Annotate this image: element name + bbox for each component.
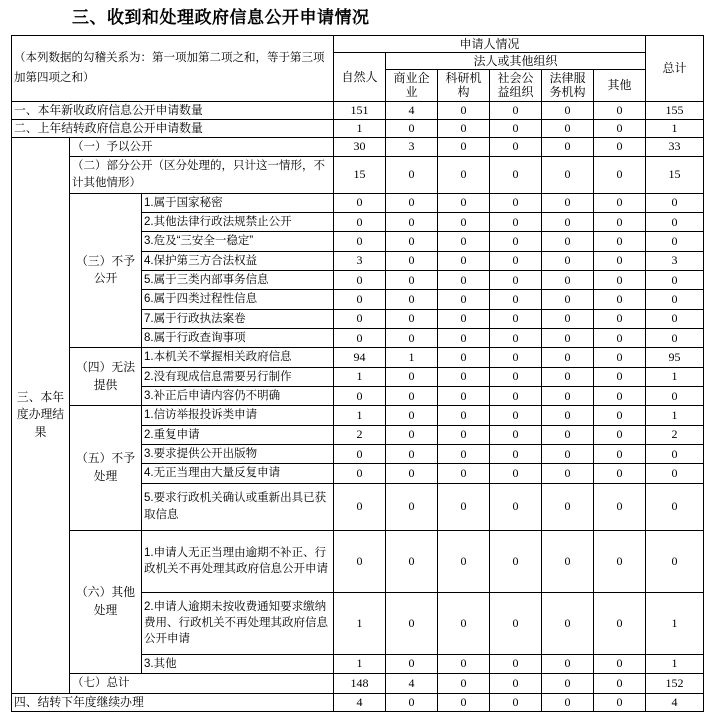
table-row [12, 673, 704, 693]
header-total: 总计 [646, 36, 704, 102]
group-label-not-disclosed: （三）不予公开 [70, 193, 142, 348]
cell-value: 3 [386, 137, 438, 157]
cell-value: 0 [438, 270, 490, 289]
cell-value: 1 [334, 654, 386, 673]
cell-value: 0 [438, 464, 490, 483]
cell-value: 0 [594, 444, 646, 463]
item-label: 3.要求提供公开出版物 [142, 444, 334, 463]
cell-value: 0 [438, 193, 490, 212]
cell-value: 0 [542, 212, 594, 231]
cell-value: 0 [542, 444, 594, 463]
cell-value: 0 [542, 673, 594, 693]
cell-value: 0 [386, 425, 438, 444]
item-label: 5.要求行政机关确认或重新出具已获取信息 [142, 483, 334, 530]
cell-value: 155 [646, 101, 704, 119]
cell-value: 0 [334, 464, 386, 483]
cell-value: 0 [542, 348, 594, 367]
group-label-partial-disclosure: （二）部分公开（区分处理的，只计这一情形，不计其他情形） [70, 157, 334, 193]
cell-value: 0 [594, 309, 646, 328]
cell-value: 0 [386, 386, 438, 405]
cell-value: 0 [542, 137, 594, 157]
cell-value: 0 [438, 530, 490, 592]
cell-value: 0 [438, 137, 490, 157]
cell-value: 0 [490, 444, 542, 463]
cell-value: 0 [594, 251, 646, 270]
group-label-subtotal: （七）总计 [70, 673, 334, 693]
cell-value: 0 [334, 270, 386, 289]
cell-value: 0 [542, 464, 594, 483]
group-label-disclosed: （一）予以公开 [70, 137, 334, 157]
cell-value: 0 [386, 232, 438, 251]
cell-value: 0 [490, 592, 542, 654]
cell-value: 0 [438, 212, 490, 231]
item-label: 1.信访举报投诉类申请 [142, 406, 334, 425]
cell-value: 0 [490, 309, 542, 328]
cell-value: 0 [594, 654, 646, 673]
cell-value: 0 [646, 290, 704, 309]
cell-value: 152 [646, 673, 704, 693]
cell-value: 0 [490, 212, 542, 231]
cell-value: 0 [386, 654, 438, 673]
cell-value: 1 [334, 592, 386, 654]
cell-value: 0 [542, 693, 594, 711]
cell-value: 0 [542, 483, 594, 530]
item-label: 1.申请人无正当理由逾期不补正、行政机关不再处理其政府信息公开申请 [142, 530, 334, 592]
cell-value: 0 [594, 101, 646, 119]
header-social-welfare-org: 社会公益组织 [490, 70, 542, 101]
table-row [12, 119, 704, 137]
cell-value: 0 [438, 348, 490, 367]
cell-value: 0 [594, 119, 646, 137]
cell-value: 0 [438, 101, 490, 119]
cell-value: 0 [490, 251, 542, 270]
cell-value: 0 [646, 270, 704, 289]
cell-value: 0 [490, 654, 542, 673]
cell-value: 0 [438, 232, 490, 251]
cell-value: 0 [386, 367, 438, 386]
cell-value: 0 [438, 157, 490, 193]
cell-value: 0 [490, 119, 542, 137]
cell-value: 0 [490, 464, 542, 483]
cell-value: 0 [438, 328, 490, 347]
cell-value: 15 [334, 157, 386, 193]
cell-value: 1 [334, 367, 386, 386]
cell-value: 0 [490, 530, 542, 592]
disclosure-statistics-table [11, 35, 704, 712]
cell-value: 0 [646, 328, 704, 347]
cell-value: 0 [386, 464, 438, 483]
cell-value: 0 [490, 157, 542, 193]
cell-value: 0 [386, 290, 438, 309]
item-label: 8.属于行政查询事项 [142, 328, 334, 347]
cell-value: 0 [646, 309, 704, 328]
cell-value: 0 [490, 232, 542, 251]
calculation-note-cell: （本列数据的勾稽关系为：第一项加第二项之和，等于第三项加第四项之和） [12, 36, 334, 102]
cell-value: 0 [594, 425, 646, 444]
cell-value: 0 [438, 693, 490, 711]
cell-value: 0 [386, 483, 438, 530]
cell-value: 1 [334, 406, 386, 425]
cell-value: 0 [490, 101, 542, 119]
item-label: 5.属于三类内部事务信息 [142, 270, 334, 289]
cell-value: 0 [334, 290, 386, 309]
cell-value: 0 [490, 673, 542, 693]
cell-value: 0 [334, 193, 386, 212]
cell-value: 0 [490, 328, 542, 347]
cell-value: 0 [386, 119, 438, 137]
page-title: 三、收到和处理政府信息公开申请情况 [72, 8, 370, 27]
cell-value: 151 [334, 101, 386, 119]
cell-value: 0 [386, 592, 438, 654]
cell-value: 0 [646, 483, 704, 530]
cell-value: 0 [334, 530, 386, 592]
cell-value: 0 [438, 406, 490, 425]
cell-value: 0 [386, 251, 438, 270]
cell-value: 1 [646, 406, 704, 425]
item-label: 3.补正后申请内容仍不明确 [142, 386, 334, 405]
cell-value: 0 [594, 483, 646, 530]
table-row [12, 157, 704, 193]
cell-value: 3 [334, 251, 386, 270]
cell-value: 0 [542, 270, 594, 289]
cell-value: 1 [646, 119, 704, 137]
item-label: 6.属于四类过程性信息 [142, 290, 334, 309]
table-header-row-1 [12, 36, 704, 53]
cell-value: 0 [438, 673, 490, 693]
cell-value: 0 [334, 309, 386, 328]
cell-value: 0 [438, 483, 490, 530]
cell-value: 0 [542, 232, 594, 251]
cell-value: 0 [386, 270, 438, 289]
cell-value: 0 [438, 654, 490, 673]
cell-value: 0 [594, 406, 646, 425]
cell-value: 0 [542, 309, 594, 328]
table-row [12, 193, 704, 212]
row-label-carryover-next-year: 四、结转下年度继续办理 [12, 693, 334, 711]
cell-value: 0 [490, 137, 542, 157]
item-label: 3.危及“三安全一稳定” [142, 232, 334, 251]
cell-value: 0 [438, 119, 490, 137]
cell-value: 0 [386, 328, 438, 347]
cell-value: 148 [334, 673, 386, 693]
cell-value: 0 [594, 693, 646, 711]
cell-value: 0 [542, 328, 594, 347]
cell-value: 0 [386, 444, 438, 463]
cell-value: 0 [542, 290, 594, 309]
table-row [12, 348, 704, 367]
table-row [12, 693, 704, 711]
cell-value: 0 [542, 119, 594, 137]
cell-value: 0 [594, 137, 646, 157]
cell-value: 0 [386, 406, 438, 425]
cell-value: 0 [490, 290, 542, 309]
cell-value: 0 [386, 693, 438, 711]
item-label: 4.无正当理由大量反复申请 [142, 464, 334, 483]
item-label: 3.其他 [142, 654, 334, 673]
group-label-not-processed: （五）不予处理 [70, 406, 142, 530]
cell-value: 0 [334, 212, 386, 231]
cell-value: 0 [438, 386, 490, 405]
cell-value: 0 [646, 232, 704, 251]
item-label: 2.重复申请 [142, 425, 334, 444]
group-label-other-processing: （六）其他处理 [70, 530, 142, 673]
cell-value: 0 [542, 530, 594, 592]
cell-value: 15 [646, 157, 704, 193]
cell-value: 0 [386, 530, 438, 592]
cell-value: 0 [594, 212, 646, 231]
cell-value: 0 [594, 193, 646, 212]
cell-value: 0 [594, 367, 646, 386]
cell-value: 0 [646, 386, 704, 405]
cell-value: 0 [490, 386, 542, 405]
item-label: 7.属于行政执法案卷 [142, 309, 334, 328]
cell-value: 0 [490, 406, 542, 425]
cell-value: 0 [594, 386, 646, 405]
cell-value: 0 [646, 212, 704, 231]
cell-value: 0 [490, 367, 542, 386]
cell-value: 0 [594, 348, 646, 367]
cell-value: 0 [438, 592, 490, 654]
cell-value: 0 [438, 251, 490, 270]
cell-value: 2 [646, 425, 704, 444]
cell-value: 4 [646, 693, 704, 711]
cell-value: 0 [490, 483, 542, 530]
cell-value: 30 [334, 137, 386, 157]
table-row [12, 406, 704, 425]
cell-value: 95 [646, 348, 704, 367]
cell-value: 0 [594, 157, 646, 193]
cell-value: 1 [646, 592, 704, 654]
cell-value: 0 [490, 693, 542, 711]
cell-value: 0 [334, 386, 386, 405]
cell-value: 0 [490, 193, 542, 212]
header-commercial-enterprise: 商业企业 [386, 70, 438, 101]
cell-value: 0 [334, 328, 386, 347]
cell-value: 1 [646, 654, 704, 673]
cell-value: 0 [542, 367, 594, 386]
cell-value: 3 [646, 251, 704, 270]
cell-value: 0 [438, 444, 490, 463]
cell-value: 2 [334, 425, 386, 444]
cell-value: 1 [646, 367, 704, 386]
cell-value: 4 [334, 693, 386, 711]
cell-value: 0 [542, 251, 594, 270]
cell-value: 4 [386, 101, 438, 119]
cell-value: 0 [334, 444, 386, 463]
header-applicant-group: 申请人情况 [334, 36, 646, 53]
cell-value: 0 [542, 592, 594, 654]
cell-value: 0 [542, 406, 594, 425]
header-legal-person-group: 法人或其他组织 [386, 53, 646, 70]
cell-value: 0 [594, 270, 646, 289]
cell-value: 0 [542, 386, 594, 405]
cell-value: 0 [386, 157, 438, 193]
cell-value: 0 [438, 425, 490, 444]
cell-value: 0 [594, 530, 646, 592]
header-research-institution: 科研机构 [438, 70, 490, 101]
header-legal-service-org: 法律服务机构 [542, 70, 594, 101]
cell-value: 4 [386, 673, 438, 693]
cell-value: 0 [542, 193, 594, 212]
row-label-new-applications: 一、本年新收政府信息公开申请数量 [12, 101, 334, 119]
table-row [12, 101, 704, 119]
item-label: 2.申请人逾期未按收费通知要求缴纳费用、行政机关不再处理其政府信息公开申请 [142, 592, 334, 654]
cell-value: 0 [490, 348, 542, 367]
header-natural-person: 自然人 [334, 53, 386, 101]
cell-value: 0 [386, 212, 438, 231]
cell-value: 0 [594, 464, 646, 483]
cell-value: 0 [646, 464, 704, 483]
cell-value: 0 [334, 483, 386, 530]
item-label: 1.本机关不掌握相关政府信息 [142, 348, 334, 367]
item-label: 4.保护第三方合法权益 [142, 251, 334, 270]
group-label-unable-to-provide: （四）无法提供 [70, 348, 142, 406]
cell-value: 0 [438, 309, 490, 328]
cell-value: 0 [490, 425, 542, 444]
cell-value: 0 [438, 290, 490, 309]
cell-value: 1 [386, 348, 438, 367]
cell-value: 0 [542, 101, 594, 119]
cell-value: 0 [490, 270, 542, 289]
cell-value: 0 [386, 193, 438, 212]
cell-value: 1 [334, 119, 386, 137]
cell-value: 0 [594, 673, 646, 693]
row-label-carryover-applications: 二、上年结转政府信息公开申请数量 [12, 119, 334, 137]
cell-value: 0 [646, 530, 704, 592]
cell-value: 0 [334, 232, 386, 251]
item-label: 2.其他法律行政法规禁止公开 [142, 212, 334, 231]
cell-value: 0 [594, 328, 646, 347]
cell-value: 0 [594, 232, 646, 251]
item-label: 2.没有现成信息需要另行制作 [142, 367, 334, 386]
cell-value: 0 [646, 444, 704, 463]
cell-value: 0 [594, 592, 646, 654]
cell-value: 0 [438, 367, 490, 386]
cell-value: 0 [646, 193, 704, 212]
section-label-annual-results: 三、本年度办理结果 [12, 137, 70, 693]
cell-value: 0 [386, 309, 438, 328]
table-row [12, 137, 704, 157]
cell-value: 33 [646, 137, 704, 157]
header-other: 其他 [594, 70, 646, 101]
cell-value: 0 [594, 290, 646, 309]
cell-value: 0 [542, 425, 594, 444]
table-row [12, 530, 704, 592]
cell-value: 94 [334, 348, 386, 367]
item-label: 1.属于国家秘密 [142, 193, 334, 212]
cell-value: 0 [542, 157, 594, 193]
cell-value: 0 [542, 654, 594, 673]
